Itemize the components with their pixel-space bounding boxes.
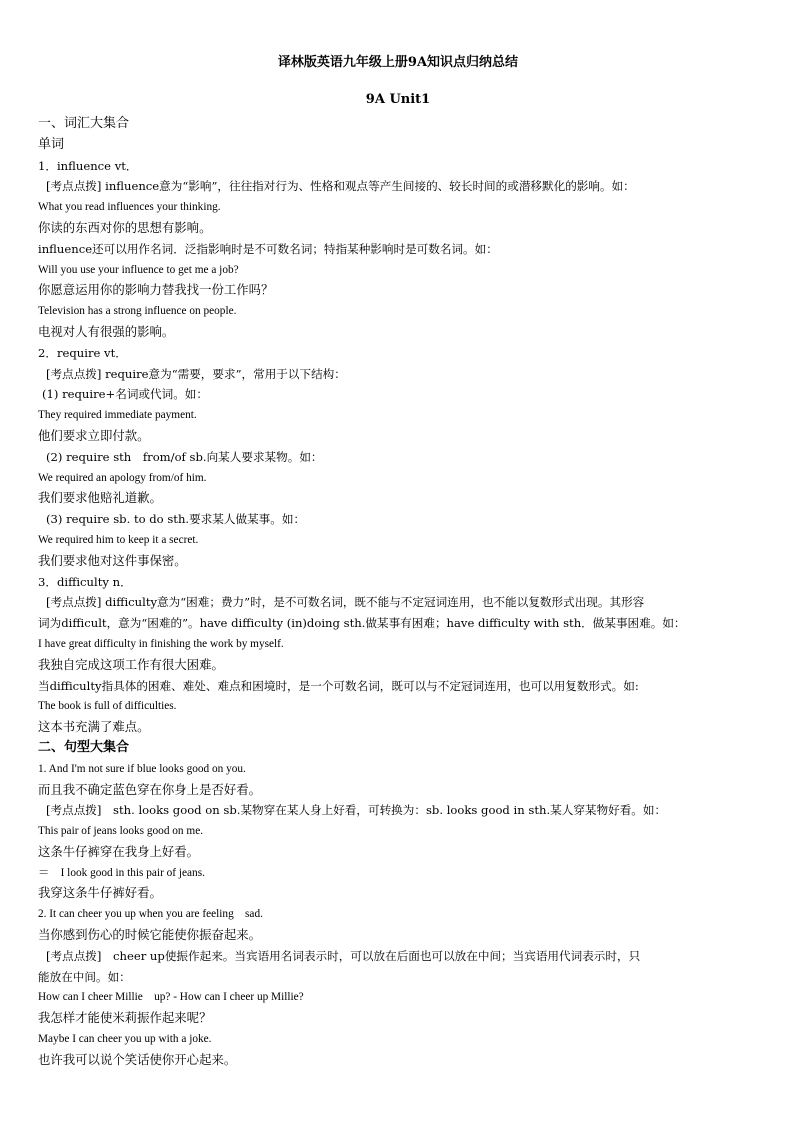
text-line: 你读的东西对你的思想有影响。: [38, 219, 212, 235]
text-line: 词为difficult，意为“困难的”。have difficulty (in)doing sth.做某事有困难；have difficulty with sth．做某事困难。如：: [38, 616, 686, 631]
text-line: This pair of jeans looks good on me.: [38, 825, 204, 838]
text-line: 2. It can cheer you up when you are feeling sad.: [38, 908, 263, 921]
text-line: I have great difficulty in finishing the work by myself.: [38, 637, 284, 650]
text-line: They required immediate payment.: [38, 409, 197, 422]
text-line: [考点点拨] influence意为“影响”，往往指对行为、性格和观点等产生间接的、较长时间的或潜移默化的影响。如：: [46, 179, 635, 194]
text-line: 二、句型大集合: [38, 739, 130, 755]
text-line: 当difficulty指具体的困难、难处、难点和困境时，是一个可数名词，既可以与不定冠词连用，也可以用复数形式。如:: [38, 678, 639, 693]
text-line: 他们要求立即付款。: [38, 427, 150, 443]
text-line: 1．influence vt．: [38, 158, 138, 173]
text-line: We required him to keep it a secret.: [38, 533, 199, 546]
text-line: [考点点拨] cheer up使振作起来。当宾语用名词表示时，可以放在后面也可以放在中间；当宾语用代词表示时，只: [46, 948, 641, 963]
text-line: 这本书充满了难点。: [38, 719, 150, 735]
document-subtitle: 9A Unit1: [365, 92, 431, 107]
text-line: Television has a strong influence on people.: [38, 305, 237, 318]
text-line: The book is full of difficulties.: [38, 700, 177, 713]
text-line: 能放在中间。如：: [38, 969, 131, 984]
text-line: How can I cheer Millie up? - How can I cheer up Millie?: [38, 991, 304, 1004]
text-line: [考点点拨] sth. looks good on sb.某物穿在某人身上好看，可转换为：sb. looks good in sth.某人穿某物好看。如：: [46, 803, 667, 818]
text-line: 这条牛仔裤穿在我身上好看。: [38, 843, 200, 859]
text-line: (1) require+名词或代词。如：: [42, 387, 208, 402]
text-line: ＝ I look good in this pair of jeans.: [38, 866, 205, 879]
text-line: We required an apology from/of him.: [38, 471, 207, 484]
text-line: 而且我不确定蓝色穿在你身上是否好看。: [38, 781, 262, 797]
text-line: 我们要求他对这件事保密。: [38, 552, 187, 568]
text-line: Will you use your influence to get me a job?: [38, 263, 239, 276]
text-line: 1. And I'm not sure if blue looks good on you.: [38, 762, 246, 775]
text-line: 一、词汇大集合: [38, 116, 130, 131]
text-line: 3．difficulty n．: [38, 574, 132, 589]
text-line: 我怎样才能使米莉振作起来呢？: [38, 1010, 212, 1026]
text-line: [考点点拨] difficulty意为“困难；费力”时，是不可数名词，既不能与不定冠词连用，也不能以复数形式出现。其形容: [46, 595, 645, 610]
text-line: 我们要求他赔礼道歉。: [38, 490, 162, 506]
text-line: 电视对人有很强的影响。: [38, 323, 175, 339]
text-line: 当你感到伤心的时候它能使你振奋起来。: [38, 927, 262, 943]
text-line: What you read influences your thinking.: [38, 201, 221, 214]
text-line: 我独自完成这项工作有很大困难。: [38, 656, 224, 672]
text-line: 2．require vt．: [38, 345, 127, 360]
text-line: 也许我可以说个笑话使你开心起来。: [38, 1051, 237, 1067]
text-line: 单词: [38, 136, 65, 152]
text-line: (3) require sb. to do sth.要求某人做某事。如：: [46, 512, 306, 527]
text-line: 我穿这条牛仔裤好看。: [38, 885, 162, 901]
document-title: 译林版英语九年级上册9A知识点归纳总结: [277, 55, 519, 70]
text-line: Maybe I can cheer you up with a joke.: [38, 1033, 212, 1046]
text-line: 你愿意运用你的影响力替我找一份工作吗？: [38, 282, 274, 298]
text-line: [考点点拨] require意为“需要，要求”，常用于以下结构：: [46, 366, 346, 381]
text-line: influence还可以用作名词．泛指影响时是不可数名词；特指某种影响时是可数名词。如：: [38, 241, 498, 256]
text-line: (2) require sth from/of sb.向某人要求某物。如：: [46, 449, 323, 464]
document-body: [38, 114, 758, 1071]
